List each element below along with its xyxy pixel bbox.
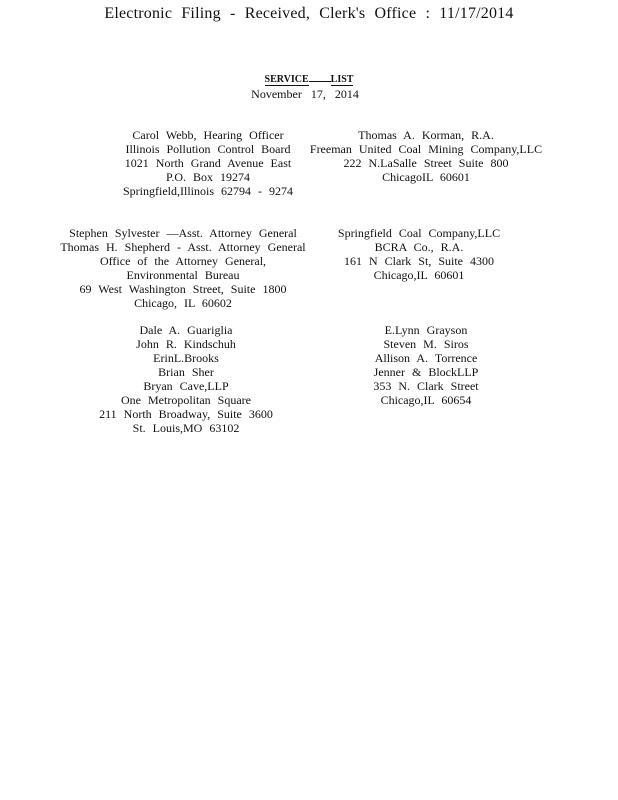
address-line: John R. Kindschuh: [136, 337, 236, 351]
address-line: 161 N Clark St, Suite 4300: [343, 254, 494, 268]
address-line: ErinL.Brooks: [153, 351, 219, 365]
address-line: Freeman United Coal Mining Company,LLC: [309, 142, 543, 156]
address-line: ChicagoIL 60601: [382, 170, 470, 184]
service-list-heading-right: LIST: [330, 74, 354, 85]
address-block-freeman-united: [296, 128, 556, 184]
address-block-jenner-block: [296, 323, 556, 407]
address-line: Chicago,IL 60654: [380, 393, 472, 407]
address-line: 211 North Broadway, Suite 3600: [99, 407, 273, 421]
address-block-bryan-cave: [56, 323, 316, 435]
address-line: 1021 North Grand Avenue East: [124, 156, 292, 170]
address-line: Jenner & BlockLLP: [373, 365, 479, 379]
address-line: Thomas A. Korman, R.A.: [358, 128, 494, 142]
address-line: Stephen Sylvester —Asst. Attorney General: [69, 226, 297, 240]
address-line: Bryan Cave,LLP: [143, 379, 229, 393]
address-line: Steven M. Siros: [383, 337, 469, 351]
address-line: BCRA Co., R.A.: [374, 240, 464, 254]
address-line: E.Lynn Grayson: [384, 323, 468, 337]
address-line: Springfield,Illinois 62794 - 9274: [123, 184, 293, 198]
address-line: Carol Webb, Hearing Officer: [132, 128, 284, 142]
address-line: Chicago, IL 60602: [134, 296, 232, 310]
address-line: Chicago,IL 60601: [373, 268, 465, 282]
service-list-heading-left: SERVICE: [264, 74, 309, 85]
address-line: Office of the Attorney General,: [99, 254, 267, 268]
address-line: P.O. Box 19274: [165, 170, 250, 184]
filing-stamp-header: Electronic Filing - Received, Clerk's Office : 11/17/2014: [104, 5, 514, 22]
address-line: Illinois Pollution Control Board: [125, 142, 291, 156]
address-line: 353 N. Clark Street: [373, 379, 479, 393]
address-line: 69 West Washington Street, Suite 1800: [79, 282, 287, 296]
address-line: Allison A. Torrence: [374, 351, 478, 365]
address-line: Dale A. Guariglia: [139, 323, 233, 337]
address-line: Environmental Bureau: [126, 268, 240, 282]
address-line: 222 N.LaSalle Street Suite 800: [343, 156, 509, 170]
address-line: One Metropolitan Square: [121, 393, 251, 407]
heading-underline-gap: [309, 81, 331, 82]
address-block-springfield-coal: [289, 226, 549, 282]
address-block-attorney-general: [53, 226, 313, 310]
address-line: Thomas H. Shepherd - Asst. Attorney General: [60, 240, 306, 254]
address-line: St. Louis,MO 63102: [132, 421, 240, 435]
address-line: Brian Sher: [158, 365, 214, 379]
service-list-heading: [0, 74, 618, 85]
service-list-date: November 17, 2014: [251, 87, 359, 101]
address-line: Springfield Coal Company,LLC: [337, 226, 501, 240]
